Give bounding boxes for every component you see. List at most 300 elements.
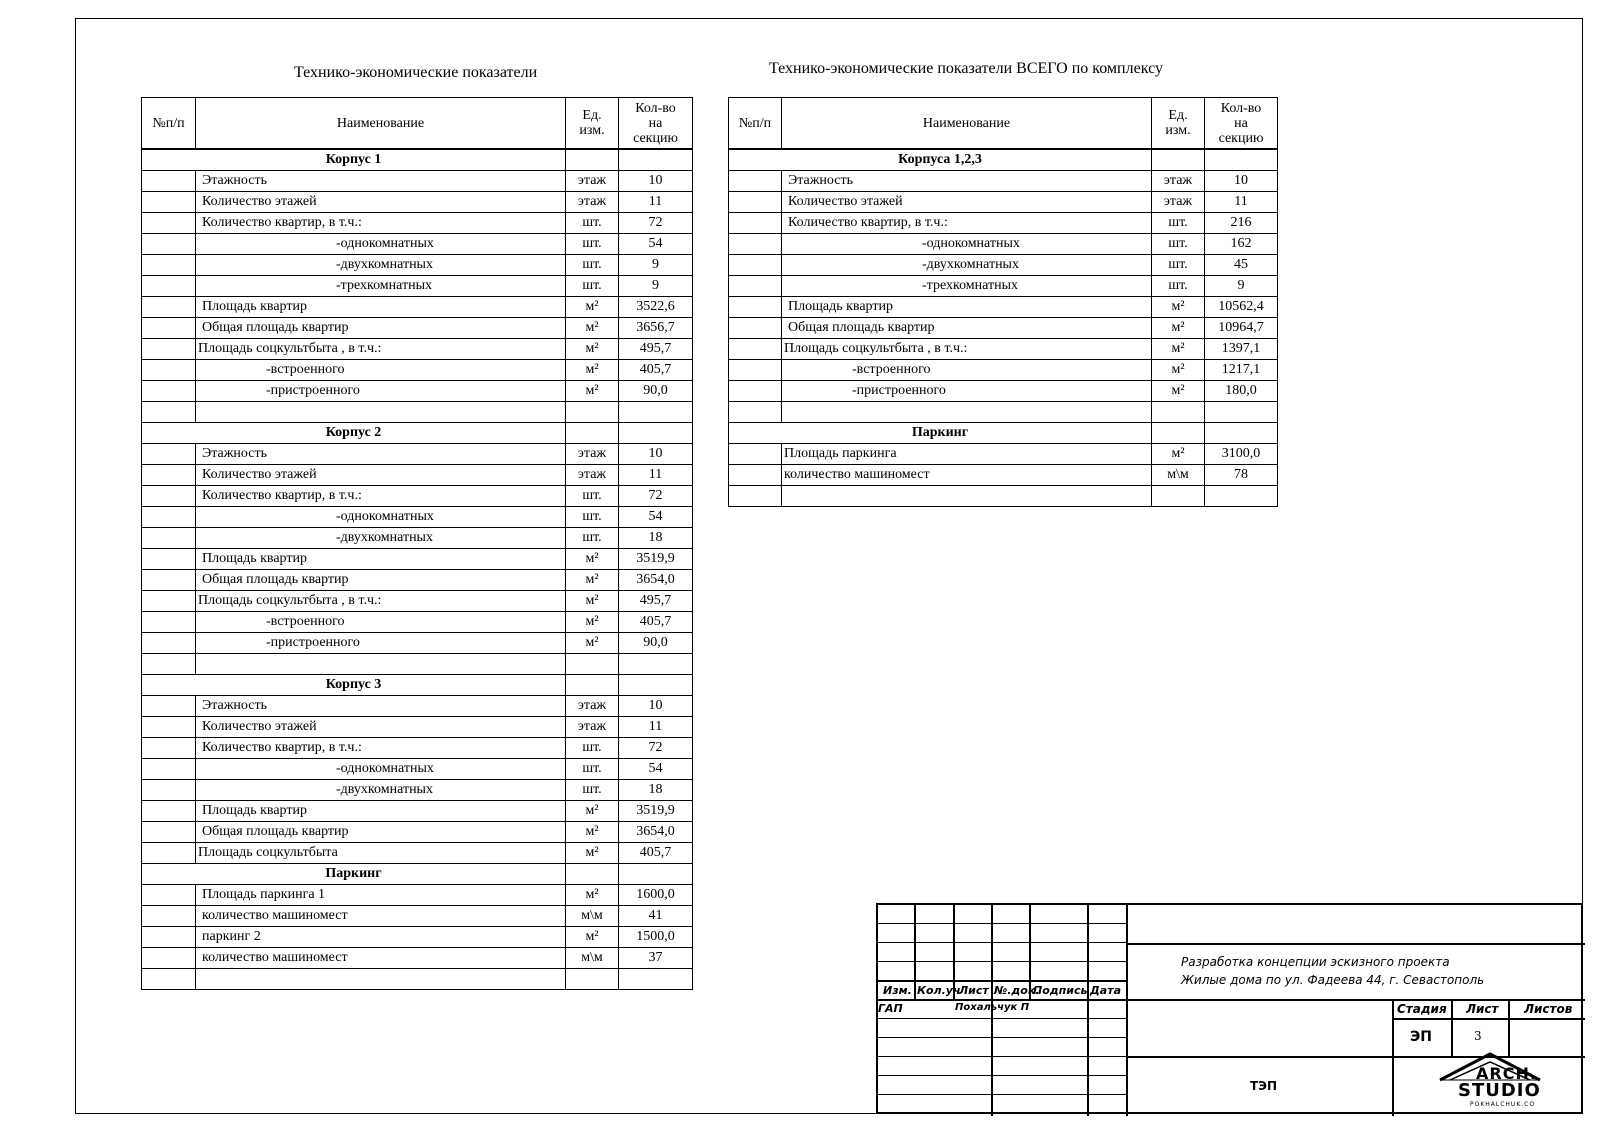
- row-qty: 54: [619, 234, 693, 255]
- row-qty: 54: [619, 759, 693, 780]
- table-row: [142, 906, 693, 927]
- row-number: [142, 633, 196, 654]
- table-row: [142, 339, 693, 360]
- row-unit: м²: [566, 612, 619, 633]
- row-unit: шт.: [566, 213, 619, 234]
- row-name: Площадь квартир: [196, 549, 566, 570]
- header-qty-line: Кол-во: [1220, 100, 1262, 116]
- row-number: [142, 570, 196, 591]
- row-number: [142, 192, 196, 213]
- row-number: [729, 360, 782, 381]
- row-name: количество машиномест: [782, 465, 1152, 486]
- table-row: [729, 213, 1278, 234]
- empty-cell: [1152, 149, 1205, 171]
- row-number: [142, 738, 196, 759]
- empty-row: [142, 969, 693, 990]
- row-number: [729, 318, 782, 339]
- row-number: [142, 948, 196, 969]
- row-number: [142, 906, 196, 927]
- row-name: -встроенного: [196, 360, 566, 381]
- row-unit: м²: [566, 549, 619, 570]
- row-qty: 3519,9: [619, 549, 693, 570]
- empty-cell: [729, 486, 782, 507]
- row-number: [142, 591, 196, 612]
- table-row: [142, 297, 693, 318]
- table-row: [142, 549, 693, 570]
- table-row: [142, 780, 693, 801]
- row-qty: 78: [1205, 465, 1278, 486]
- row-qty: 18: [619, 780, 693, 801]
- row-number: [142, 318, 196, 339]
- row-unit: м\м: [566, 906, 619, 927]
- row-unit: этаж: [566, 465, 619, 486]
- row-name: количество машиномест: [196, 948, 566, 969]
- row-qty: 11: [619, 717, 693, 738]
- row-number: [142, 759, 196, 780]
- section-title: Корпуса 1,2,3: [729, 149, 1152, 171]
- row-name: -однокомнатных: [196, 759, 566, 780]
- row-number: [142, 339, 196, 360]
- row-number: [142, 465, 196, 486]
- table-row: [142, 465, 693, 486]
- project-title-line1: Разработка концепции эскизного проекта: [1181, 955, 1450, 969]
- row-unit: м²: [566, 360, 619, 381]
- table-row: [729, 381, 1278, 402]
- row-qty: 10: [619, 696, 693, 717]
- row-name: -однокомнатных: [196, 234, 566, 255]
- table-header-row: [729, 98, 1278, 150]
- stamp-person: Похальчук П: [955, 1002, 1030, 1013]
- row-number: [729, 213, 782, 234]
- table-row: [729, 171, 1278, 192]
- row-number: [142, 276, 196, 297]
- empty-cell: [566, 402, 619, 423]
- row-number: [729, 192, 782, 213]
- empty-cell: [619, 423, 693, 444]
- header-num-line: №п/п: [152, 115, 185, 131]
- row-number: [729, 444, 782, 465]
- row-name: -встроенного: [782, 360, 1152, 381]
- row-unit: м²: [1152, 381, 1205, 402]
- stamp-stage-label: Стадия: [1397, 1002, 1447, 1016]
- row-number: [142, 528, 196, 549]
- left-indicators-table: [141, 97, 693, 990]
- row-unit: м²: [566, 570, 619, 591]
- row-name: Этажность: [196, 171, 566, 192]
- header-name-line: Наименование: [336, 115, 425, 131]
- row-qty: 3100,0: [1205, 444, 1278, 465]
- header-unit-line: изм.: [579, 123, 605, 138]
- table-row: [142, 759, 693, 780]
- empty-cell: [142, 969, 196, 990]
- row-name: Общая площадь квартир: [196, 822, 566, 843]
- table-row: [142, 927, 693, 948]
- header-qty-line: на: [1234, 115, 1248, 131]
- table-row: [142, 360, 693, 381]
- title-block: [876, 903, 1583, 1114]
- row-unit: этаж: [566, 696, 619, 717]
- row-qty: 18: [619, 528, 693, 549]
- empty-cell: [566, 675, 619, 696]
- row-qty: 180,0: [1205, 381, 1278, 402]
- row-name: Этажность: [196, 444, 566, 465]
- header-qty: [1205, 98, 1278, 150]
- header-qty-line: секцию: [1218, 130, 1264, 146]
- empty-cell: [142, 402, 196, 423]
- table-row: [142, 507, 693, 528]
- row-name: -двухкомнатных: [196, 780, 566, 801]
- stamp-col-koluch: Кол.уч: [917, 984, 961, 997]
- row-name: Этажность: [782, 171, 1152, 192]
- table-row: [142, 591, 693, 612]
- row-name: -однокомнатных: [782, 234, 1152, 255]
- table-row: [729, 276, 1278, 297]
- empty-cell: [619, 149, 693, 171]
- row-unit: шт.: [566, 255, 619, 276]
- row-name: Общая площадь квартир: [196, 570, 566, 591]
- section-title: Корпус 3: [142, 675, 566, 696]
- row-number: [142, 612, 196, 633]
- section-row: [142, 423, 693, 444]
- row-qty: 72: [619, 213, 693, 234]
- empty-cell: [566, 423, 619, 444]
- table-row: [729, 318, 1278, 339]
- header-unit: [566, 98, 619, 150]
- row-unit: м²: [1152, 360, 1205, 381]
- stamp-sheets-label: Листов: [1524, 1002, 1573, 1016]
- row-number: [142, 822, 196, 843]
- logo-text-studio: STUDIO: [1458, 1080, 1541, 1101]
- row-unit: м²: [566, 318, 619, 339]
- section-row: [142, 864, 693, 885]
- row-qty: 10: [619, 171, 693, 192]
- row-number: [729, 339, 782, 360]
- row-name: -встроенного: [196, 612, 566, 633]
- row-name: -двухкомнатных: [782, 255, 1152, 276]
- row-qty: 1600,0: [619, 885, 693, 906]
- empty-cell: [196, 654, 566, 675]
- header-num-line: №п/п: [738, 115, 772, 131]
- row-unit: шт.: [566, 234, 619, 255]
- row-number: [729, 276, 782, 297]
- row-name: Площадь квартир: [196, 297, 566, 318]
- row-unit: м\м: [566, 948, 619, 969]
- row-number: [142, 381, 196, 402]
- row-unit: м²: [566, 843, 619, 864]
- row-unit: шт.: [566, 738, 619, 759]
- empty-cell: [1205, 423, 1278, 444]
- row-qty: 1217,1: [1205, 360, 1278, 381]
- row-unit: шт.: [566, 486, 619, 507]
- table-row: [142, 444, 693, 465]
- row-unit: м²: [1152, 297, 1205, 318]
- section-row: [729, 149, 1278, 171]
- row-qty: 41: [619, 906, 693, 927]
- row-unit: м²: [566, 381, 619, 402]
- table-row: [142, 612, 693, 633]
- table-row: [142, 822, 693, 843]
- section-title: Корпус 1: [142, 149, 566, 171]
- empty-row: [142, 402, 693, 423]
- row-name: -пристроенного: [196, 381, 566, 402]
- row-name: Количество квартир, в т.ч.:: [196, 738, 566, 759]
- row-qty: 495,7: [619, 339, 693, 360]
- document-title: ТЭП: [1250, 1079, 1278, 1093]
- row-unit: шт.: [566, 507, 619, 528]
- header-unit-line: Ед.: [1168, 108, 1188, 123]
- empty-cell: [196, 402, 566, 423]
- table-row: [142, 381, 693, 402]
- section-title: Корпус 2: [142, 423, 566, 444]
- row-qty: 162: [1205, 234, 1278, 255]
- empty-cell: [729, 402, 782, 423]
- row-unit: м²: [1152, 318, 1205, 339]
- row-name: Площадь соцкультбыта , в т.ч.:: [196, 591, 566, 612]
- table-row: [142, 171, 693, 192]
- row-number: [142, 255, 196, 276]
- row-unit: м²: [566, 885, 619, 906]
- logo-text-sub: POKHALCHUK.CO: [1470, 1101, 1536, 1108]
- row-qty: 10: [619, 444, 693, 465]
- empty-cell: [619, 969, 693, 990]
- table-row: [142, 885, 693, 906]
- row-qty: 10964,7: [1205, 318, 1278, 339]
- empty-cell: [142, 654, 196, 675]
- table-row: [142, 696, 693, 717]
- section-title: Паркинг: [142, 864, 566, 885]
- stamp-sheet-value: 3: [1474, 1029, 1482, 1043]
- row-qty: 3519,9: [619, 801, 693, 822]
- row-name: паркинг 2: [196, 927, 566, 948]
- table-row: [729, 339, 1278, 360]
- arch-studio-logo: [1438, 1050, 1548, 1110]
- row-number: [142, 717, 196, 738]
- table-row: [142, 276, 693, 297]
- row-unit: шт.: [566, 528, 619, 549]
- row-number: [142, 444, 196, 465]
- row-name: Количество этажей: [196, 192, 566, 213]
- empty-cell: [566, 654, 619, 675]
- row-qty: 9: [1205, 276, 1278, 297]
- row-unit: этаж: [566, 717, 619, 738]
- row-number: [142, 486, 196, 507]
- row-unit: м²: [566, 927, 619, 948]
- table-row: [142, 255, 693, 276]
- row-qty: 3654,0: [619, 822, 693, 843]
- table-row: [729, 192, 1278, 213]
- row-name: Количество этажей: [782, 192, 1152, 213]
- stamp-col-podpis: Подпись: [1033, 984, 1088, 997]
- row-unit: этаж: [1152, 192, 1205, 213]
- empty-row: [729, 402, 1278, 423]
- row-qty: 54: [619, 507, 693, 528]
- row-qty: 495,7: [619, 591, 693, 612]
- empty-cell: [782, 402, 1152, 423]
- table-row: [142, 801, 693, 822]
- row-unit: м²: [566, 822, 619, 843]
- row-unit: м²: [566, 339, 619, 360]
- row-unit: этаж: [566, 192, 619, 213]
- stamp-sheet-label: Лист: [1466, 1002, 1499, 1016]
- row-number: [729, 234, 782, 255]
- row-name: Этажность: [196, 696, 566, 717]
- table-row: [142, 948, 693, 969]
- row-name: Количество квартир, в т.ч.:: [782, 213, 1152, 234]
- row-qty: 405,7: [619, 843, 693, 864]
- table-row: [142, 717, 693, 738]
- row-qty: 11: [619, 465, 693, 486]
- header-name: [196, 98, 566, 150]
- row-qty: 72: [619, 738, 693, 759]
- table-row: [142, 192, 693, 213]
- row-name: -трехкомнатных: [782, 276, 1152, 297]
- table-row: [142, 486, 693, 507]
- empty-cell: [1152, 486, 1205, 507]
- row-unit: шт.: [1152, 213, 1205, 234]
- row-unit: м²: [566, 591, 619, 612]
- empty-cell: [619, 402, 693, 423]
- row-qty: 405,7: [619, 360, 693, 381]
- header-qty-line: на: [648, 115, 663, 131]
- row-name: Площадь соцкультбыта: [196, 843, 566, 864]
- row-number: [142, 801, 196, 822]
- empty-row: [142, 654, 693, 675]
- row-name: -пристроенного: [196, 633, 566, 654]
- header-name-line: Наименование: [922, 115, 1011, 131]
- table-row: [729, 360, 1278, 381]
- row-name: Количество квартир, в т.ч.:: [196, 213, 566, 234]
- row-number: [142, 360, 196, 381]
- row-unit: шт.: [1152, 234, 1205, 255]
- row-qty: 216: [1205, 213, 1278, 234]
- row-qty: 405,7: [619, 612, 693, 633]
- header-unit: [1152, 98, 1205, 150]
- row-qty: 1500,0: [619, 927, 693, 948]
- row-number: [729, 297, 782, 318]
- row-qty: 3654,0: [619, 570, 693, 591]
- row-unit: шт.: [566, 276, 619, 297]
- table-row: [142, 318, 693, 339]
- empty-cell: [566, 149, 619, 171]
- row-number: [142, 885, 196, 906]
- section-title: Паркинг: [729, 423, 1152, 444]
- row-unit: этаж: [566, 444, 619, 465]
- header-name: [782, 98, 1152, 150]
- row-qty: 72: [619, 486, 693, 507]
- header-num: [142, 98, 196, 150]
- row-number: [142, 507, 196, 528]
- table-row: [142, 528, 693, 549]
- empty-cell: [1152, 402, 1205, 423]
- table-row: [729, 255, 1278, 276]
- row-number: [142, 213, 196, 234]
- row-unit: м²: [1152, 444, 1205, 465]
- row-number: [729, 381, 782, 402]
- row-number: [142, 843, 196, 864]
- empty-cell: [782, 486, 1152, 507]
- table-header-row: [142, 98, 693, 150]
- header-unit-line: Ед.: [582, 108, 602, 123]
- row-name: -трехкомнатных: [196, 276, 566, 297]
- row-name: Общая площадь квартир: [196, 318, 566, 339]
- left-table-title: Технико-экономические показатели: [294, 64, 538, 81]
- row-unit: м²: [566, 633, 619, 654]
- empty-cell: [1152, 423, 1205, 444]
- header-num: [729, 98, 782, 150]
- header-qty: [619, 98, 693, 150]
- row-name: Количество этажей: [196, 465, 566, 486]
- row-unit: этаж: [566, 171, 619, 192]
- empty-cell: [1205, 402, 1278, 423]
- row-number: [142, 780, 196, 801]
- row-name: Количество этажей: [196, 717, 566, 738]
- stamp-col-list: Лист: [959, 984, 989, 997]
- header-qty-line: Кол-во: [635, 100, 676, 116]
- row-qty: 11: [1205, 192, 1278, 213]
- table-row: [142, 234, 693, 255]
- row-name: -пристроенного: [782, 381, 1152, 402]
- empty-cell: [619, 675, 693, 696]
- row-name: количество машиномест: [196, 906, 566, 927]
- row-unit: м²: [566, 801, 619, 822]
- row-qty: 3522,6: [619, 297, 693, 318]
- table-row: [142, 843, 693, 864]
- row-name: Площадь соцкультбыта , в т.ч.:: [782, 339, 1152, 360]
- row-name: -двухкомнатных: [196, 528, 566, 549]
- row-name: Площадь соцкультбыта , в т.ч.:: [196, 339, 566, 360]
- row-qty: 1397,1: [1205, 339, 1278, 360]
- empty-cell: [566, 864, 619, 885]
- table-row: [142, 633, 693, 654]
- row-unit: м²: [566, 297, 619, 318]
- row-qty: 10562,4: [1205, 297, 1278, 318]
- stamp-stage-value: ЭП: [1410, 1029, 1432, 1045]
- row-unit: шт.: [566, 780, 619, 801]
- row-number: [142, 549, 196, 570]
- row-unit: этаж: [1152, 171, 1205, 192]
- row-number: [142, 297, 196, 318]
- row-qty: 90,0: [619, 633, 693, 654]
- row-unit: шт.: [1152, 276, 1205, 297]
- row-number: [142, 927, 196, 948]
- table-row: [729, 465, 1278, 486]
- row-qty: 10: [1205, 171, 1278, 192]
- table-row: [729, 297, 1278, 318]
- table-row: [142, 738, 693, 759]
- row-unit: м\м: [1152, 465, 1205, 486]
- row-qty: 3656,7: [619, 318, 693, 339]
- empty-cell: [619, 654, 693, 675]
- empty-cell: [619, 864, 693, 885]
- section-row: [729, 423, 1278, 444]
- table-row: [142, 570, 693, 591]
- empty-cell: [1205, 486, 1278, 507]
- right-indicators-table: [728, 97, 1278, 507]
- table-row: [729, 234, 1278, 255]
- empty-row: [729, 486, 1278, 507]
- row-number: [729, 255, 782, 276]
- header-unit-line: изм.: [1165, 123, 1191, 138]
- row-qty: 37: [619, 948, 693, 969]
- row-unit: шт.: [1152, 255, 1205, 276]
- row-name: Общая площадь квартир: [782, 318, 1152, 339]
- row-qty: 90,0: [619, 381, 693, 402]
- stamp-col-data: Дата: [1090, 984, 1122, 997]
- row-qty: 9: [619, 276, 693, 297]
- row-name: Площадь квартир: [782, 297, 1152, 318]
- section-row: [142, 675, 693, 696]
- row-number: [729, 171, 782, 192]
